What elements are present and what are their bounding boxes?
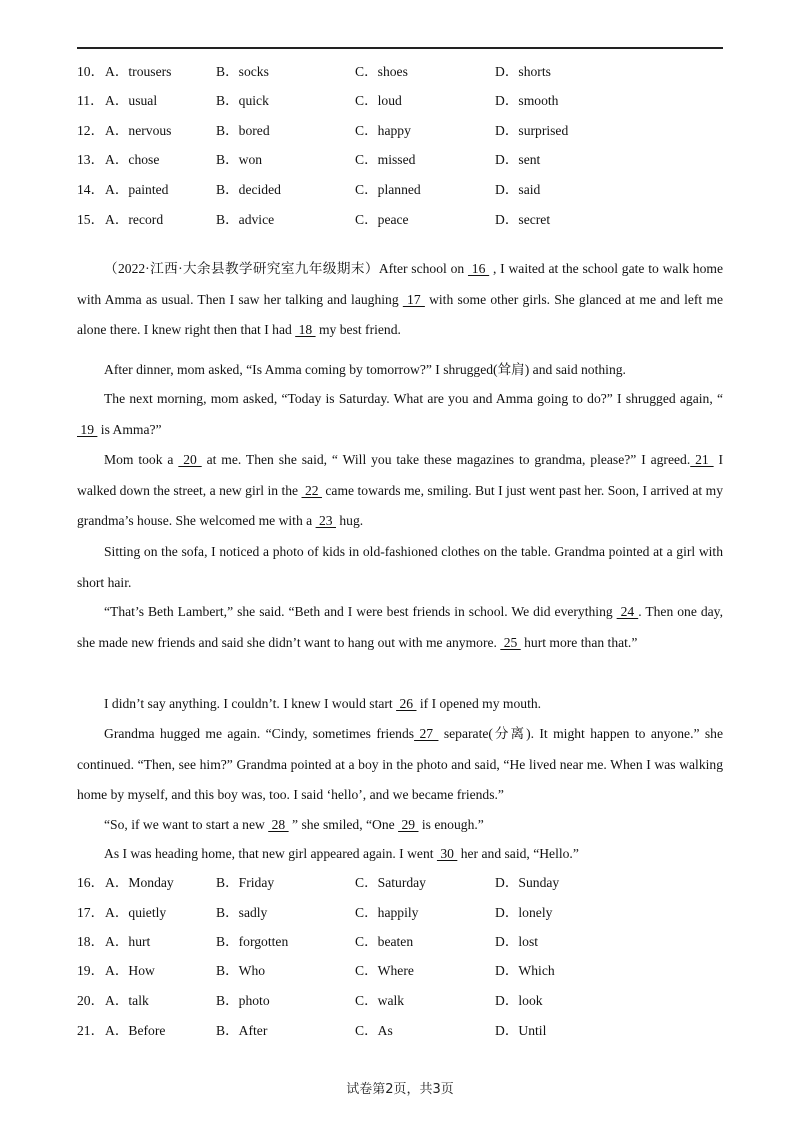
page-footer: 试卷第2页，共3页 bbox=[346, 1082, 454, 1097]
option-d: D．sent bbox=[495, 152, 541, 167]
blank-29: 29 bbox=[398, 817, 419, 832]
question-number: 19． bbox=[77, 963, 105, 978]
option-a: A．nervous bbox=[105, 123, 172, 138]
question-number: 16． bbox=[77, 875, 105, 890]
blank-16: 16 bbox=[467, 261, 490, 276]
blank-25: 25 bbox=[500, 634, 521, 650]
option-a: A．record bbox=[105, 212, 164, 227]
blank-21: 21 bbox=[690, 452, 714, 467]
passage-paragraph-6: “That’s Beth Lambert,” she said. “Beth and I were best friends in school. We did everything 24 . Then one day, she made new friends and said she didn’t want to hang out with me anymore. 25 hurt more than that.” bbox=[77, 604, 723, 650]
option-a: A．talk bbox=[105, 993, 149, 1008]
question-number: 17． bbox=[77, 905, 105, 920]
option-c: C．beaten bbox=[355, 934, 414, 949]
option-b: B．After bbox=[216, 1023, 268, 1038]
passage-paragraph-3: The next morning, mom asked, “Today is Saturday. What are you and Amma going to do?” I shrugged again, “ 19 is Amma?” bbox=[77, 391, 723, 437]
option-b: B．Friday bbox=[216, 875, 275, 890]
option-a: A．hurt bbox=[105, 934, 151, 949]
blank-18: 18 bbox=[295, 322, 316, 337]
passage-paragraph-9: “So, if we want to start a new 28 ” she smiled, “One 29 is enough.” bbox=[104, 817, 484, 832]
option-b: B．Who bbox=[216, 963, 266, 978]
option-a: A．Before bbox=[105, 1023, 166, 1038]
question-number: 10． bbox=[77, 64, 105, 79]
blank-26: 26 bbox=[396, 696, 417, 711]
blank-23: 23 bbox=[315, 513, 336, 528]
option-b: B．bored bbox=[216, 123, 270, 138]
option-d: D．smooth bbox=[495, 93, 559, 108]
blank-24: 24 bbox=[616, 604, 639, 619]
question-number: 13． bbox=[77, 152, 105, 167]
option-d: D．said bbox=[495, 182, 541, 197]
option-b: B．forgotten bbox=[216, 934, 289, 949]
passage-paragraph-2: After dinner, mom asked, “Is Amma coming by tomorrow?” I shrugged(耸肩) and said nothing. bbox=[104, 362, 626, 377]
option-a: A．chose bbox=[105, 152, 160, 167]
option-b: B．decided bbox=[216, 182, 281, 197]
passage-paragraph-7: I didn’t say anything. I couldn’t. I knew I would start 26 if I opened my mouth. bbox=[104, 696, 542, 711]
blank-19: 19 bbox=[77, 421, 98, 437]
blank-17: 17 bbox=[402, 291, 425, 307]
option-a: A．trousers bbox=[105, 64, 172, 79]
option-a: A．painted bbox=[105, 182, 169, 197]
option-d: D．Sunday bbox=[495, 875, 560, 890]
option-b: B．advice bbox=[216, 212, 275, 227]
option-b: B．quick bbox=[216, 93, 269, 108]
option-b: B．won bbox=[216, 152, 263, 167]
blank-28: 28 bbox=[268, 817, 289, 832]
option-d: D．Which bbox=[495, 963, 555, 978]
option-d: D．lonely bbox=[495, 905, 553, 920]
blank-20: 20 bbox=[178, 452, 202, 467]
question-number: 20． bbox=[77, 993, 105, 1008]
passage-paragraph-10: As I was heading home, that new girl appeared again. I went 30 her and said, “Hello.” bbox=[104, 846, 579, 861]
option-c: C．happy bbox=[355, 123, 411, 138]
passage-paragraph-1: （2022·江西·大余县教学研究室九年级期末）After school on 16 , I waited at the school gate to walk home with Amma as usual. Then I saw her talking and laughing 17 with some other girls. She glanced at me and left me alone there. I knew right then that I had 18 my best friend. bbox=[77, 261, 724, 337]
question-number: 21． bbox=[77, 1023, 105, 1038]
passage-paragraph-4: Mom took a 20 at me. Then she said, “ Will you take these magazines to grandma, please?” I agreed. 21 I walked down the street, a new girl in the 22 came towards me, smiling. But I just went past her. Soon, I arrived at my grandma’s house. She welcomed me with a 23 hug. bbox=[77, 452, 724, 528]
option-d: D．secret bbox=[495, 212, 551, 227]
option-a: A．How bbox=[105, 963, 155, 978]
option-c: C．loud bbox=[355, 93, 402, 108]
option-d: D．Until bbox=[495, 1023, 547, 1038]
question-number: 14． bbox=[77, 182, 105, 197]
option-b: B．photo bbox=[216, 993, 270, 1008]
option-c: C．Where bbox=[355, 963, 414, 978]
option-b: B．sadly bbox=[216, 905, 268, 920]
question-number: 12． bbox=[77, 123, 105, 138]
passage-paragraph-5: Sitting on the sofa, I noticed a photo of kids in old-fashioned clothes on the table. Grandma pointed at a girl with short hair. bbox=[77, 544, 723, 590]
option-c: C．peace bbox=[355, 212, 409, 227]
header-rule bbox=[77, 47, 723, 49]
question-number: 15． bbox=[77, 212, 105, 227]
option-d: D．look bbox=[495, 993, 543, 1008]
option-d: D．surprised bbox=[495, 123, 569, 138]
option-c: C．shoes bbox=[355, 64, 408, 79]
passage-paragraph-8: Grandma hugged me again. “Cindy, sometimes friends 27 separate(分离). It might happen to anyone.” she continued. “Then, see him?” Grandma pointed at a boy in the photo and said, “He lived near me. When I was walking home by myself, and this boy was, too. I said ‘hello’, and we became friends.” bbox=[77, 726, 724, 802]
option-c: C．As bbox=[355, 1023, 393, 1038]
question-number: 11． bbox=[77, 93, 104, 108]
option-c: C．missed bbox=[355, 152, 416, 167]
blank-27: 27 bbox=[414, 726, 439, 741]
option-c: C．planned bbox=[355, 182, 421, 197]
option-a: A．quietly bbox=[105, 905, 167, 920]
option-b: B．socks bbox=[216, 64, 269, 79]
question-number: 18． bbox=[77, 934, 105, 949]
option-a: A．usual bbox=[105, 93, 158, 108]
option-a: A．Monday bbox=[105, 875, 174, 890]
option-c: C．walk bbox=[355, 993, 405, 1008]
option-d: D．lost bbox=[495, 934, 539, 949]
option-c: C．Saturday bbox=[355, 875, 426, 890]
blank-22: 22 bbox=[301, 482, 322, 498]
option-d: D．shorts bbox=[495, 64, 551, 79]
blank-30: 30 bbox=[436, 846, 458, 861]
option-c: C．happily bbox=[355, 905, 419, 920]
